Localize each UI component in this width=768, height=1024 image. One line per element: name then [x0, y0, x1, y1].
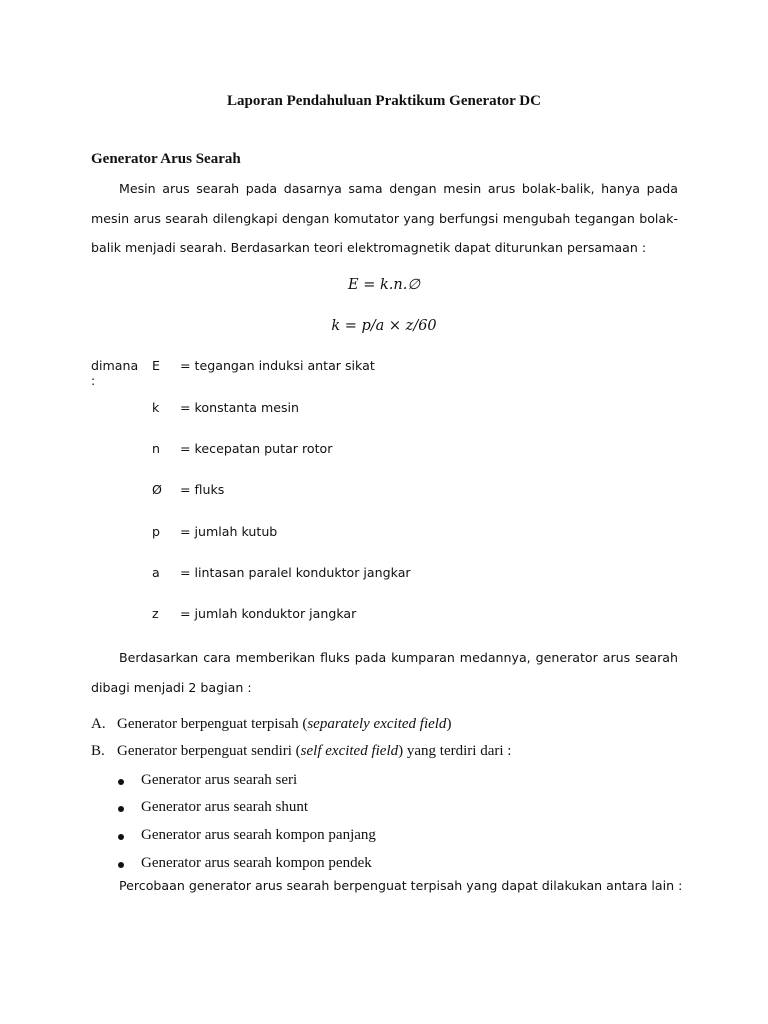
- variable-definition: = jumlah kutub: [180, 524, 278, 539]
- variable-definition: = kecepatan putar rotor: [180, 441, 333, 456]
- variable-symbol: k: [152, 400, 160, 415]
- variable-definition: = jumlah konduktor jangkar: [180, 606, 357, 621]
- list-text: Generator berpenguat sendiri (self excited field) yang terdiri dari :: [117, 743, 512, 759]
- list-letter: B.: [91, 743, 105, 759]
- bullet-icon: [118, 862, 124, 868]
- bullet-icon: [118, 834, 124, 840]
- bullet-icon: [118, 806, 124, 812]
- variable-definition: = tegangan induksi antar sikat: [180, 358, 375, 373]
- variable-symbol: z: [152, 606, 159, 621]
- document-title: Laporan Pendahuluan Praktikum Generator DC: [227, 93, 541, 109]
- closing-line: Percobaan generator arus searah berpenguat terpisah yang dapat dilakukan antara lain :: [119, 878, 683, 893]
- variable-definition: = konstanta mesin: [180, 400, 300, 415]
- variable-symbol: n: [152, 441, 160, 456]
- variable-symbol: p: [152, 524, 160, 539]
- variable-symbol: Ø: [152, 482, 162, 497]
- section-heading: Generator Arus Searah: [91, 151, 241, 167]
- variable-symbol: E: [152, 358, 160, 373]
- variable-definition: = fluks: [180, 482, 225, 497]
- list-text: Generator berpenguat terpisah (separately excited field): [117, 716, 452, 732]
- variable-symbol: a: [152, 565, 160, 580]
- variables-prefix: dimana :: [91, 358, 139, 388]
- intro-paragraph: Mesin arus searah pada dasarnya sama dengan mesin arus bolak-balik, hanya pada mesin arus searah dilengkapi dengan komutator yang berfungsi mengubah tegangan bolak-balik menjadi searah. Berdasarkan teori elektromagnetik dapat diturunkan persamaan :: [91, 181, 678, 255]
- classification-paragraph: Berdasarkan cara memberikan fluks pada kumparan medannya, generator arus searah dibagi menjadi 2 bagian :: [91, 650, 678, 695]
- list-letter: A.: [91, 716, 106, 732]
- bullet-icon: [118, 779, 124, 785]
- equation-machine-constant: k = p/a × z/60: [331, 318, 437, 334]
- equation-emf: E = k.n.∅: [348, 277, 420, 293]
- variable-definition: = lintasan paralel konduktor jangkar: [180, 565, 411, 580]
